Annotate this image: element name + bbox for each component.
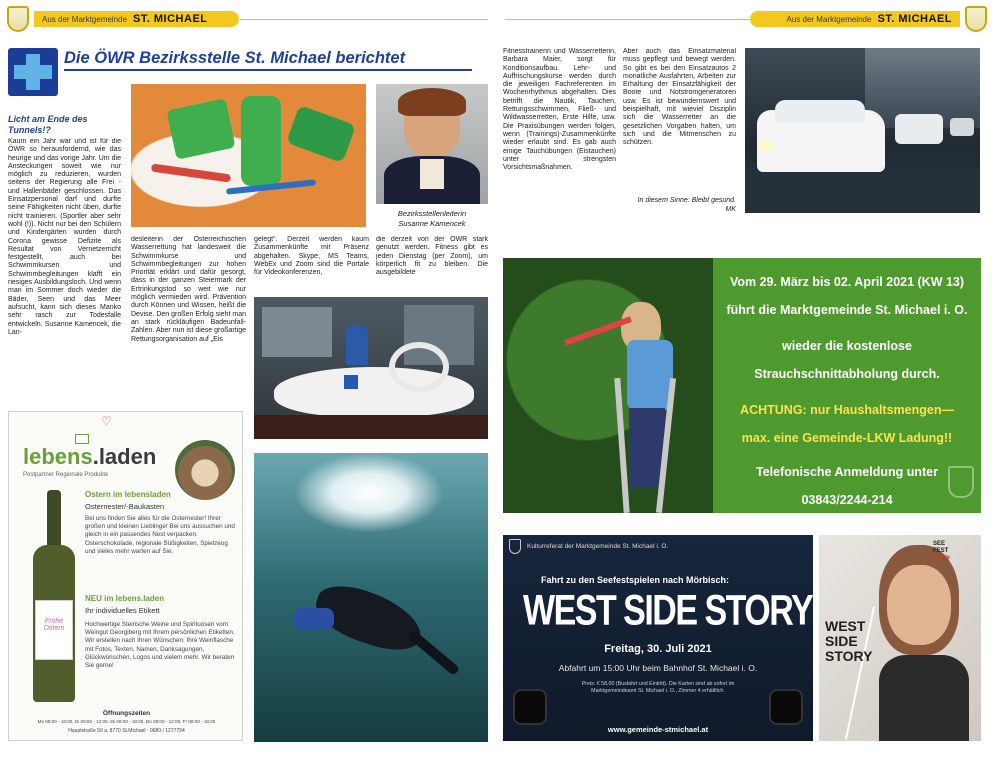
article-col-4: die derzeit von der ÖWR stark genutzt werden. Fitness gibt es jeden Dienstag (per Zoom), um körperlich fit zu bleiben. Die ausgebildete (376, 236, 488, 277)
crest-right-icon (965, 6, 987, 32)
wss-departure: Abfahrt um 15:00 Uhr beim Bahnhof St. Michael i. O. (558, 663, 758, 673)
notice-line-1: Vom 29. März bis 02. April 2021 (KW 13) (729, 275, 965, 289)
notice-warn-2: max. eine Gemeinde-LKW Ladung!! (741, 431, 953, 445)
wss-date: Freitag, 30. Juli 2021 (604, 643, 712, 655)
article-col-1: Kaum ein Jahr war und ist für die ÖWR so herausfordernd, wie das heurige und das vorige Jahr. Um die Ansteckungen soweit wie nur möglich zu reduzieren, wurden seitens der Regierung alle Frei - und Hallenbäder geschlossen. Das Einsatzpersonal darf und durfte seine Fähigkeiten nicht üben, durfte nicht trainieren. (Sportler aber sehr wohl (!)). Nicht nur bei den Schülern und Kindergärten wurden durch Corona gewisse Defizite als Resultat von Vernetzerricht festgestellt, auch bei Schwimmkursen und Schwimmbegleitungen klafft ein riesiges Ausbildungsloch. Und wenn man im Sommer doch wieder die Bäder, Seen und das Meer aufsucht, kann sich dieses Manko sehr rasch zur Todesfalle entwickeln. Susanne Kamencek, die Lan- (8, 138, 121, 336)
lebensladen-ad (8, 411, 243, 741)
header-right-prefix: Aus der Marktgemeinde (786, 14, 872, 24)
title-underline (64, 69, 472, 71)
lebensladen-tagline: Postpartner Regionale Produkte (23, 472, 109, 478)
portrait-caption-2: Susanne Kamencek (398, 219, 466, 228)
logo-lebens: lebens (23, 444, 93, 469)
strauchschnitt-notice (713, 258, 981, 513)
spotlight-right-icon (769, 689, 803, 725)
lebensladen-body-1: Bei uns finden Sie alles für die Osternester! Ihrer großen und kleinen Lieblinge! Bei uns aussuchen und gleich in ein passendes Nest verpacken. Osterschokolade, regionale Süßigkeiten, Spielzeug und vieles mehr warten auf Sie. (85, 515, 235, 555)
poster-badge (933, 541, 973, 562)
lebensladen-sub-1: Osternester/-Baukasten (85, 502, 165, 511)
poster-title: WEST SIDE STORY (825, 618, 873, 664)
notice-warn-1: ACHTUNG: nur Haushaltsmengen— (740, 403, 954, 417)
rescue-vehicle-photo (745, 48, 980, 213)
oewr-logo-icon (8, 48, 58, 96)
notice-line-5: Telefonische Anmeldung unter (756, 465, 938, 479)
notice-crest-icon (948, 466, 974, 498)
craft-photo (131, 84, 366, 227)
header-left-rule (240, 19, 488, 20)
lebensladen-hours: Mo 08:00 - 18:00, Di 08:00 - 12:00, Mi 08:00 - 18:00, Do 08:00 - 12:00, Fr 08:00 - 18:00 (37, 719, 216, 724)
notice-line-2: führt die Marktgemeinde St. Michael i. O. (726, 303, 968, 317)
notice-phone: 03843/2244-214 (801, 493, 893, 507)
wss-crest-icon (509, 539, 521, 554)
poster-badge-3: spiele (933, 555, 951, 561)
lebensladen-sub-2: Ihr individuelles Etikett (85, 606, 160, 615)
lebensladen-heading-2: NEU im lebens.laden (85, 594, 165, 603)
wss-title: WEST SIDE STORY (523, 587, 813, 635)
wss-ad (503, 535, 813, 741)
signoff-initials: MK (725, 206, 736, 213)
diver-photo (254, 453, 488, 742)
header-left-name: ST. MICHAEL (132, 13, 208, 25)
signoff-text: In diesem Sinne: Bleibt gesund. (637, 197, 736, 204)
wss-url[interactable]: www.gemeinde-stmichael.at (607, 725, 709, 734)
lebensladen-heading-1: Ostern im lebensladen (85, 490, 171, 499)
wss-trip: Fahrt zu den Seefestspielen nach Mörbisch: (541, 575, 730, 585)
hovercraft-photo (254, 297, 488, 439)
lebensladen-body-2: Hochwertige Steirische Weine und Spirituosen vom Weingut Georgiberg mit Ihrem persönlichen Etiketten. Wir erstellen nach Ihren Wünschen: Ihre Weinflasche mit Fotos, Texten, Namen, Danksagungen, Glückwünschen, Logos und vielem mehr. Wir beraten Sie gerne! (85, 621, 235, 670)
header-left-prefix: Aus der Marktgemeinde (42, 14, 127, 24)
article-col-5: Fitnesstrainerin und Wasserretterin, Barbara Maier, sorgt für Konditionsaufbau. Lehr- und Auffrischungskurse werden durch die jeweiligen Fachreferenten im Wochenrhythmus abgehalten. Dies betrifft die Nautik, Tauchen, Rettungsschwimmen, Fließ- und Wildwasserretten, Erste Hilfe, usw. Die Praxisübungen werden folgen, wenn (Trainings)-Zusammenkünfte wieder erlaubt sind. Es gab auch einige Tauchübungen (Eistauchen) unter strengsten Vorsichtsmaßnahmen. (503, 48, 616, 172)
poster-badge-2: FEST (933, 548, 949, 554)
lebensladen-address: Hauptstraße 50 a, 8770 St.Michael · 0680 / 1277794 (68, 728, 185, 734)
portrait-caption-1: Bezirksstellenleiterin (397, 209, 467, 218)
heart-icon: ♡ (101, 414, 112, 428)
article-signoff (623, 196, 736, 214)
poster-badge-1: SEE (933, 541, 946, 547)
header-left (34, 11, 239, 27)
article-col-3: gelegt“. Derzeit werden kaum Zusammenkünfte mit Präsenz abgehalten. Skype, MS Teams, WebEx und Zoom sind die Portale für Videokonferenzen, (254, 236, 369, 277)
lebensladen-hours-title: Öffnungszeiten (102, 710, 151, 717)
lebensladen-logo (23, 444, 156, 470)
wine-bottle-photo (29, 490, 79, 702)
article-subheading: Licht am Ende des Tunnels!? (8, 114, 88, 135)
article-col-6: Aber auch das Einsatzmaterial muss gepflegt und bewegt werden. So gibt es bei den Einsatzautos 2 monatliche Ausfahrten, Arbeiten zur Erhaltung der Einsatzfähigkeit der Boote und Notstromgeneratoren usw. Es ist bewundernswert und beispielhaft, mit wieviel Disziplin sich die Wasserretter an die gesetzlichen Vorgaben halten, um sich und die Mitmenschen zu schützen. (623, 48, 736, 147)
wss-price: Preis: € 58,00 (Busfahrt und Eintritt). Die Karten sind ab sofort im Marktgemeindeamt St. Michael i. O., Zimmer 4 erhältlich. (581, 681, 735, 694)
header-right-rule (505, 19, 750, 20)
bottle-label: Frohe Ostern (43, 618, 65, 632)
article-title: Die ÖWR Bezirksstelle St. Michael berichtet (64, 49, 406, 67)
article-col-2: desleiterin der Österreichischen Wasserrettung hat landesweit die Schwimmkurse und Schwimmbegleitungen zur hohen Priorität erklärt und dafür gesorgt, dass in der ganzen Steiermark der Ertrinkungstod so weit wie nur möglich vermieden wird. Prävention durch Können und Wissen, heißt die Devise. Den großen Erfolg sieht man an stark rückläufigen Badeunfall-Zahlen. Aber nun ist diese großartige Rettungsorganisation auf „Eis (131, 236, 246, 343)
logo-laden: .laden (92, 444, 157, 469)
wss-poster-photo (819, 535, 981, 741)
crest-left-icon (7, 6, 29, 32)
wss-kulturreferat: Kulturreferat der Marktgemeinde St. Michael i. O. (527, 543, 669, 550)
spotlight-left-icon (513, 689, 547, 725)
notice-line-3: wieder die kostenlose (782, 339, 912, 353)
hedge-trimming-photo (503, 258, 713, 513)
portrait-photo (376, 84, 488, 204)
easter-bunny-photo (175, 440, 235, 500)
envelope-icon (75, 434, 89, 444)
header-right (750, 11, 960, 27)
notice-line-4: Strauchschnittabholung durch. (754, 367, 940, 381)
header-right-name: ST. MICHAEL (877, 13, 952, 25)
